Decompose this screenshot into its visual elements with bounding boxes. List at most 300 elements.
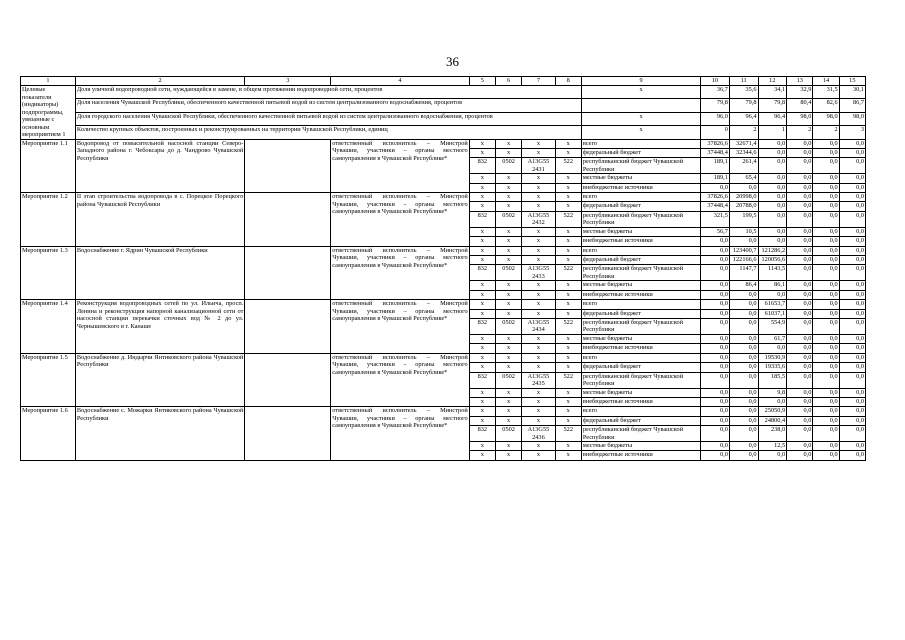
funding-value: 0,0 xyxy=(729,426,758,442)
funding-value: 0,0 xyxy=(787,139,813,148)
goal-value: 3 xyxy=(839,126,865,139)
code-x: x xyxy=(522,237,555,246)
code-grbs: 832 xyxy=(469,211,495,227)
code-x: x xyxy=(495,344,521,353)
goal-value: 80,4 xyxy=(787,99,813,112)
funding-value: 0,0 xyxy=(813,451,839,460)
funding-source: республиканский бюджет Чувашской Республики xyxy=(581,426,700,442)
code-x: x xyxy=(495,363,521,372)
header-cell: 12 xyxy=(758,77,787,86)
funding-value: 0,0 xyxy=(813,372,839,388)
funding-value: 0,0 xyxy=(701,256,730,265)
code-x: x xyxy=(495,397,521,406)
funding-value: 32344,6 xyxy=(729,148,758,157)
code-x: x xyxy=(522,139,555,148)
funding-value: 0,0 xyxy=(758,202,787,211)
code-rzpr: 0502 xyxy=(495,211,521,227)
code-x: x xyxy=(555,451,581,460)
funding-value: 321,5 xyxy=(701,211,730,227)
goal-value: 1 xyxy=(758,126,787,139)
funding-value: 0,0 xyxy=(758,397,787,406)
goal-row xyxy=(21,126,866,139)
goal-value: 34,1 xyxy=(758,86,787,99)
goal-value: 2 xyxy=(813,126,839,139)
header-cell: 8 xyxy=(555,77,581,86)
goal-row xyxy=(21,99,866,112)
code-target-prefix: A13G55 xyxy=(527,211,550,219)
event-label: Мероприятие 1.5 xyxy=(21,353,76,407)
code-x: x xyxy=(495,407,521,416)
funding-value: 0,0 xyxy=(839,388,865,397)
code-x: x xyxy=(469,416,495,425)
funding-value: 0,0 xyxy=(839,227,865,236)
header-cell: 4 xyxy=(331,77,469,86)
code-target-prefix: A13G55 xyxy=(527,158,550,166)
funding-value: 0,0 xyxy=(839,372,865,388)
funding-source: республиканский бюджет Чувашской Республики xyxy=(581,158,700,174)
event-label: Мероприятие 1.3 xyxy=(21,246,76,300)
header-row xyxy=(21,77,866,86)
funding-value: 0,0 xyxy=(787,397,813,406)
funding-source: федеральный бюджет xyxy=(581,256,700,265)
event-row xyxy=(21,353,866,362)
empty-cell xyxy=(245,139,331,193)
goal-x xyxy=(581,99,700,112)
funding-value: 0,0 xyxy=(701,265,730,281)
funding-value: 238,0 xyxy=(758,426,787,442)
funding-value: 0,0 xyxy=(787,237,813,246)
funding-value: 0,0 xyxy=(729,407,758,416)
funding-value: 0,0 xyxy=(758,344,787,353)
funding-value: 0,0 xyxy=(813,256,839,265)
goal-value: 36,7 xyxy=(701,86,730,99)
code-x: x xyxy=(495,183,521,192)
code-target-prefix: A13G55 xyxy=(527,265,550,273)
funding-value: 0,0 xyxy=(839,202,865,211)
funding-value: 0,0 xyxy=(839,344,865,353)
code-vr: 522 xyxy=(555,158,581,174)
goal-value: 2 xyxy=(787,126,813,139)
code-x: x xyxy=(522,363,555,372)
funding-value: 19335,6 xyxy=(758,363,787,372)
code-x: x xyxy=(469,237,495,246)
funding-source: местные бюджеты xyxy=(581,442,700,451)
code-target-number: 2431 xyxy=(532,165,545,173)
header-cell: 14 xyxy=(813,77,839,86)
code-vr: 522 xyxy=(555,265,581,281)
code-x: x xyxy=(522,442,555,451)
code-x: x xyxy=(495,290,521,299)
funding-value: 0,0 xyxy=(729,334,758,343)
funding-source: всего xyxy=(581,139,700,148)
responsible-text: ответственный исполнитель – Минстрой Чувашии, участники – органы местного самоуправления в Чувашской Республике* xyxy=(331,193,469,247)
funding-value: 0,0 xyxy=(787,407,813,416)
funding-value: 0,0 xyxy=(787,353,813,362)
funding-value: 1147,7 xyxy=(729,265,758,281)
code-x: x xyxy=(522,256,555,265)
code-x: x xyxy=(469,451,495,460)
goal-value: 86,7 xyxy=(839,99,865,112)
funding-value: 0,0 xyxy=(701,309,730,318)
funding-value: 20788,0 xyxy=(729,202,758,211)
funding-value: 199,5 xyxy=(729,211,758,227)
funding-value: 0,0 xyxy=(839,256,865,265)
code-x: x xyxy=(469,193,495,202)
code-x: x xyxy=(495,237,521,246)
code-x: x xyxy=(555,300,581,309)
funding-source: федеральный бюджет xyxy=(581,202,700,211)
funding-value: 0,0 xyxy=(758,183,787,192)
code-x: x xyxy=(469,256,495,265)
funding-value: 121286,2 xyxy=(758,246,787,255)
funding-value: 0,0 xyxy=(701,318,730,334)
code-x: x xyxy=(469,344,495,353)
funding-value: 0,0 xyxy=(729,353,758,362)
funding-value: 0,0 xyxy=(813,363,839,372)
funding-value: 0,0 xyxy=(729,451,758,460)
funding-value: 0,0 xyxy=(787,416,813,425)
funding-value: 0,0 xyxy=(787,148,813,157)
funding-value: 0,0 xyxy=(813,227,839,236)
funding-value: 0,0 xyxy=(787,193,813,202)
funding-source: всего xyxy=(581,246,700,255)
funding-value: 0,0 xyxy=(813,416,839,425)
funding-value: 0,0 xyxy=(813,290,839,299)
funding-value: 0,0 xyxy=(813,397,839,406)
funding-source: республиканский бюджет Чувашской Республики xyxy=(581,265,700,281)
code-x: x xyxy=(555,363,581,372)
funding-value: 185,5 xyxy=(758,372,787,388)
header-cell: 9 xyxy=(581,77,700,86)
funding-value: 0,0 xyxy=(701,426,730,442)
code-x: x xyxy=(522,202,555,211)
code-x: x xyxy=(469,388,495,397)
code-x: x xyxy=(495,139,521,148)
funding-value: 1143,5 xyxy=(758,265,787,281)
funding-value: 554,9 xyxy=(758,318,787,334)
code-x: x xyxy=(495,416,521,425)
code-x: x xyxy=(469,290,495,299)
event-row xyxy=(21,139,866,148)
header-cell: 5 xyxy=(469,77,495,86)
code-x: x xyxy=(495,148,521,157)
funding-value: 0,0 xyxy=(839,246,865,255)
funding-value: 0,0 xyxy=(787,309,813,318)
funding-value: 0,0 xyxy=(729,318,758,334)
funding-source: местные бюджеты xyxy=(581,174,700,183)
funding-value: 86,1 xyxy=(758,281,787,290)
funding-source: федеральный бюджет xyxy=(581,309,700,318)
code-x: x xyxy=(555,309,581,318)
funding-value: 0,0 xyxy=(813,344,839,353)
code-x: x xyxy=(469,148,495,157)
funding-value: 24800,4 xyxy=(758,416,787,425)
code-x: x xyxy=(469,397,495,406)
event-label: Мероприятие 1.6 xyxy=(21,407,76,461)
funding-value: 61653,7 xyxy=(758,300,787,309)
event-name: II этап строительства водопровода в с. Порецкое Порецкого района Чувашской Республики xyxy=(75,193,244,247)
event-row xyxy=(21,300,866,309)
code-x: x xyxy=(495,174,521,183)
code-x: x xyxy=(555,174,581,183)
goal-x: x xyxy=(581,126,700,139)
code-x: x xyxy=(469,246,495,255)
goal-x: x xyxy=(581,112,700,125)
funding-value: 0,0 xyxy=(839,426,865,442)
header-cell: 2 xyxy=(75,77,244,86)
code-target-number: 2433 xyxy=(532,272,545,280)
funding-value: 120056,6 xyxy=(758,256,787,265)
funding-value: 65,4 xyxy=(729,174,758,183)
code-x: x xyxy=(555,334,581,343)
funding-value: 0,0 xyxy=(758,174,787,183)
event-label: Мероприятие 1.4 xyxy=(21,300,76,354)
responsible-text: ответственный исполнитель – Минстрой Чувашии, участники – органы местного самоуправления в Чувашской Республике* xyxy=(331,353,469,407)
funding-value: 0,0 xyxy=(839,309,865,318)
funding-source: внебюджетные источники xyxy=(581,344,700,353)
funding-value: 0,0 xyxy=(787,344,813,353)
funding-value: 0,0 xyxy=(839,237,865,246)
code-x: x xyxy=(555,237,581,246)
funding-value: 0,0 xyxy=(729,397,758,406)
code-x: x xyxy=(522,388,555,397)
code-x: x xyxy=(469,334,495,343)
funding-value: 0,0 xyxy=(813,426,839,442)
funding-value: 32671,4 xyxy=(729,139,758,148)
funding-value: 0,0 xyxy=(758,451,787,460)
funding-source: федеральный бюджет xyxy=(581,416,700,425)
code-rzpr: 0502 xyxy=(495,372,521,388)
goal-x: x xyxy=(581,86,700,99)
code-target-prefix: A13G55 xyxy=(527,426,550,434)
funding-value: 0,0 xyxy=(839,211,865,227)
funding-value: 0,0 xyxy=(701,372,730,388)
event-label: Мероприятие 1.2 xyxy=(21,193,76,247)
funding-value: 0,0 xyxy=(787,174,813,183)
funding-source: местные бюджеты xyxy=(581,388,700,397)
code-rzpr: 0502 xyxy=(495,158,521,174)
code-x: x xyxy=(495,300,521,309)
funding-value: 0,0 xyxy=(787,290,813,299)
code-x: x xyxy=(495,309,521,318)
goal-value: 79,8 xyxy=(729,99,758,112)
funding-source: федеральный бюджет xyxy=(581,363,700,372)
event-label: Мероприятие 1.1 xyxy=(21,139,76,193)
funding-source: внебюджетные источники xyxy=(581,237,700,246)
goal-value: 98,0 xyxy=(839,112,865,125)
code-grbs: 832 xyxy=(469,426,495,442)
code-x: x xyxy=(555,148,581,157)
funding-value: 0,0 xyxy=(813,407,839,416)
goal-text: Доля населения Чувашской Республики, обеспеченного качественной питьевой водой из систем централизованного водоснабжения, процентов xyxy=(75,99,581,112)
code-vr: 522 xyxy=(555,426,581,442)
funding-value: 0,0 xyxy=(839,265,865,281)
event-name: Водоснабжение с. Можарки Янтиковского района Чувашской Республики xyxy=(75,407,244,461)
code-x: x xyxy=(522,148,555,157)
funding-value: 0,0 xyxy=(729,442,758,451)
funding-value: 0,0 xyxy=(787,451,813,460)
funding-source: республиканский бюджет Чувашской Республики xyxy=(581,372,700,388)
code-vr: 522 xyxy=(555,372,581,388)
funding-value: 0,0 xyxy=(787,265,813,281)
code-x: x xyxy=(495,388,521,397)
funding-value: 0,0 xyxy=(701,334,730,343)
code-target xyxy=(522,211,555,227)
code-x: x xyxy=(522,174,555,183)
code-x: x xyxy=(495,334,521,343)
code-x: x xyxy=(522,397,555,406)
responsible-text: ответственный исполнитель – Минстрой Чувашии, участники – органы местного самоуправления в Чувашской Республике* xyxy=(331,139,469,193)
code-x: x xyxy=(555,442,581,451)
funding-value: 0,0 xyxy=(701,237,730,246)
funding-value: 0,0 xyxy=(839,139,865,148)
funding-value: 0,0 xyxy=(813,246,839,255)
funding-value: 86,4 xyxy=(729,281,758,290)
funding-value: 0,0 xyxy=(813,211,839,227)
funding-value: 0,0 xyxy=(787,300,813,309)
funding-value: 0,0 xyxy=(813,174,839,183)
code-vr: 522 xyxy=(555,318,581,334)
code-x: x xyxy=(555,416,581,425)
code-x: x xyxy=(469,353,495,362)
code-target xyxy=(522,158,555,174)
funding-value: 0,0 xyxy=(758,211,787,227)
header-cell: 13 xyxy=(787,77,813,86)
responsible-text: ответственный исполнитель – Минстрой Чувашии, участники – органы местного самоуправления в Чувашской Республике* xyxy=(331,407,469,461)
funding-value: 0,0 xyxy=(813,193,839,202)
funding-value: 0,0 xyxy=(701,290,730,299)
funding-value: 261,4 xyxy=(729,158,758,174)
goal-value: 79,8 xyxy=(701,99,730,112)
funding-value: 0,0 xyxy=(839,281,865,290)
funding-value: 0,0 xyxy=(758,139,787,148)
funding-value: 0,0 xyxy=(839,442,865,451)
responsible-text: ответственный исполнитель – Минстрой Чувашии, участники – органы местного самоуправления в Чувашской Республике* xyxy=(331,246,469,300)
code-target-number: 2435 xyxy=(532,380,545,388)
funding-value: 0,0 xyxy=(701,344,730,353)
funding-value: 0,0 xyxy=(839,397,865,406)
funding-value: 0,0 xyxy=(839,363,865,372)
funding-value: 0,0 xyxy=(839,174,865,183)
header-cell: 11 xyxy=(729,77,758,86)
code-x: x xyxy=(495,451,521,460)
funding-value: 0,0 xyxy=(839,353,865,362)
page-number: 36 xyxy=(446,54,459,69)
funding-value: 0,0 xyxy=(813,158,839,174)
goal-text: Количество крупных объектов, построенных и реконструированных на территории Чувашской Республики, единиц xyxy=(75,126,581,139)
code-x: x xyxy=(469,407,495,416)
funding-source: всего xyxy=(581,193,700,202)
funding-source: республиканский бюджет Чувашской Республики xyxy=(581,211,700,227)
header-cell: 3 xyxy=(245,77,331,86)
code-x: x xyxy=(469,442,495,451)
funding-source: всего xyxy=(581,407,700,416)
funding-value: 0,0 xyxy=(787,334,813,343)
code-target-prefix: A13G55 xyxy=(527,318,550,326)
code-target-number: 2436 xyxy=(532,433,545,441)
goal-row xyxy=(21,112,866,125)
code-x: x xyxy=(522,334,555,343)
goal-value: 98,0 xyxy=(787,112,813,125)
funding-value: 0,0 xyxy=(787,363,813,372)
goal-value: 96,4 xyxy=(729,112,758,125)
funding-value: 0,0 xyxy=(758,227,787,236)
funding-value: 0,0 xyxy=(839,158,865,174)
funding-source: всего xyxy=(581,353,700,362)
code-x: x xyxy=(555,344,581,353)
event-name: Реконструкция водопроводных сетей по ул. Ильича, просп. Ленина и реконструкция напорной канализационной сети от насосной станции перекачки сточных вод № 2 до ул. Чернышевского в г. Канаше xyxy=(75,300,244,354)
funding-value: 0,0 xyxy=(758,290,787,299)
code-x: x xyxy=(495,256,521,265)
code-target-number: 2434 xyxy=(532,326,545,334)
funding-source: федеральный бюджет xyxy=(581,148,700,157)
empty-cell xyxy=(245,407,331,461)
funding-value: 122166,6 xyxy=(729,256,758,265)
funding-value: 0,0 xyxy=(701,388,730,397)
funding-value: 0,0 xyxy=(701,183,730,192)
goals-label: Целевые показатели (индикаторы) подпрограммы, увязанные с основным мероприятием 1 xyxy=(21,86,76,140)
code-target xyxy=(522,318,555,334)
code-x: x xyxy=(555,388,581,397)
funding-value: 0,0 xyxy=(813,265,839,281)
code-grbs: 832 xyxy=(469,265,495,281)
code-x: x xyxy=(555,290,581,299)
funding-value: 123400,7 xyxy=(729,246,758,255)
funding-value: 0,0 xyxy=(813,139,839,148)
funding-value: 0,0 xyxy=(839,148,865,157)
code-x: x xyxy=(522,290,555,299)
code-x: x xyxy=(522,353,555,362)
funding-value: 37826,6 xyxy=(701,139,730,148)
funding-value: 0,0 xyxy=(787,426,813,442)
code-grbs: 832 xyxy=(469,372,495,388)
code-x: x xyxy=(555,227,581,236)
code-x: x xyxy=(495,353,521,362)
goal-value: 96,0 xyxy=(701,112,730,125)
funding-value: 0,0 xyxy=(701,442,730,451)
program-table xyxy=(20,76,866,461)
code-x: x xyxy=(555,193,581,202)
code-x: x xyxy=(555,202,581,211)
funding-value: 0,0 xyxy=(729,290,758,299)
funding-value: 37448,4 xyxy=(701,148,730,157)
funding-value: 0,0 xyxy=(813,388,839,397)
funding-value: 0,0 xyxy=(758,193,787,202)
funding-value: 0,0 xyxy=(787,211,813,227)
event-name: Водоснабжение г. Ядрин Чувашской Республики xyxy=(75,246,244,300)
code-x: x xyxy=(522,300,555,309)
funding-value: 0,0 xyxy=(701,397,730,406)
code-rzpr: 0502 xyxy=(495,426,521,442)
code-x: x xyxy=(522,451,555,460)
funding-value: 0,0 xyxy=(701,300,730,309)
funding-value: 25050,9 xyxy=(758,407,787,416)
funding-value: 0,0 xyxy=(701,281,730,290)
funding-source: местные бюджеты xyxy=(581,334,700,343)
code-target-number: 2432 xyxy=(532,219,545,227)
code-x: x xyxy=(555,256,581,265)
code-grbs: 832 xyxy=(469,158,495,174)
goal-value: 98,0 xyxy=(813,112,839,125)
empty-cell xyxy=(245,300,331,354)
code-x: x xyxy=(522,416,555,425)
goal-value: 35,6 xyxy=(729,86,758,99)
funding-value: 0,0 xyxy=(787,318,813,334)
code-x: x xyxy=(469,309,495,318)
code-x: x xyxy=(522,344,555,353)
funding-value: 0,0 xyxy=(787,372,813,388)
funding-value: 20998,0 xyxy=(729,193,758,202)
